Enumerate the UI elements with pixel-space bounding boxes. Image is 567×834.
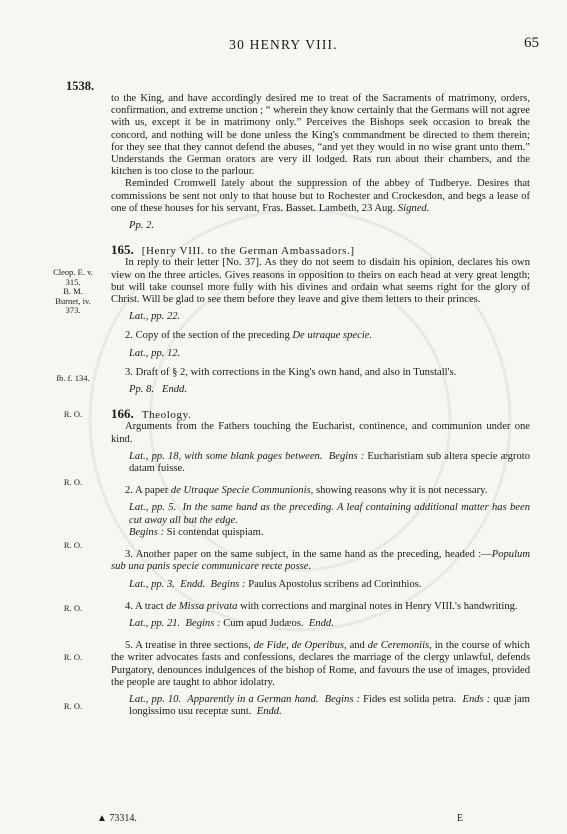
entry-165-note — [111, 311, 530, 323]
signed-note: Signed. — [397, 202, 430, 214]
note-text: Lat., pp. 3. — [129, 578, 175, 590]
main-text-column — [111, 93, 530, 718]
margin-ref-165-2: Ib. f. 134. — [56, 373, 90, 383]
endd-text: Endd. — [161, 384, 187, 396]
entry-166-note-5 — [111, 694, 530, 718]
running-head: 30 HENRY VIII. — [229, 37, 338, 52]
entry-166-begins-2 — [111, 527, 530, 539]
entry-number: 166. — [111, 406, 134, 422]
item-text: with corrections and marginal notes in Henry VIII.'s handwriting. — [240, 600, 518, 612]
entry-title: [Henry VIII. to the German Ambassadors.] — [141, 245, 355, 258]
item-text: 4. A tract — [125, 600, 164, 612]
entry-165-text: In reply to their letter [No. 37]. As they do not seem to disdain his opinion, declares his own view on the three articles. Gives reasons in opposition to theirs on each head at very great length; but will take counsel more fully with his divines and ordain what seems right for the glory of Christ. Will be glad to see them before they leave and give them letters to their princes. — [111, 257, 530, 306]
entry-166-note-4 — [111, 618, 530, 630]
entry-165-item-3: 3. Draft of § 2, with corrections in the King's own hand, and also in Tunstall's. — [125, 366, 457, 378]
entry-165-heading — [111, 244, 530, 257]
margin-ref-166-2: R. O. — [63, 540, 83, 550]
item-text: 3. Another paper on the same subject, in the same hand as the preceding, headed :— — [125, 549, 492, 561]
note-text: Pp. 8. — [129, 384, 155, 396]
item-italic: Populum sub una panis specie communicare recte posse. — [111, 549, 530, 573]
endd-text: Endd. — [256, 706, 282, 718]
margin-ref-166-3: R. O. — [63, 603, 83, 613]
incipit: Fides est solida petra. — [363, 693, 457, 705]
incipit: Paulus Apostolus scribens ad Corinthios. — [248, 578, 422, 590]
note-text: Lat., pp. 5. — [129, 502, 177, 514]
note-text: Lat., pp. 10. — [129, 693, 182, 705]
begins-label: Begins : — [328, 450, 365, 462]
explicit: quæ jam longissimo usu receptæ sunt. — [129, 693, 531, 718]
entry-165-item-2-note — [111, 348, 530, 360]
begins-label: Begins : — [185, 617, 221, 629]
item-text: and — [349, 640, 365, 652]
note-text: In the same hand as the preceding. A leaf containing additional matter has been cut away all but the edge. — [129, 502, 530, 526]
note-text: Lat., pp. 12. — [129, 347, 181, 359]
note-text: Apparently in a German hand. — [187, 693, 319, 705]
paragraph-text: Reminded Cromwell lately about the suppression of the abbey of Tudberye. Desires that commissions be sent not only to that house but to Rochester and Crockesdon, and begs a lease of one of these houses for his servant, Fras. Basset. Lambeth, 23 Aug. — [111, 178, 530, 214]
item-text: in the course of which the writer advocates fasts and confessions, declares the marriage of the clergy unlawful, defends Purgatory, denounces indulgences of the bishop of Rome, and favours the use of images, provided the people are taught to abhor idolatry. — [111, 640, 530, 688]
item-italic: de Ceremoniis, — [367, 640, 432, 652]
incipit: Si contendat quispiam. — [166, 526, 264, 538]
note-text: Lat., pp. 21. — [129, 617, 181, 629]
continuation-paragraph: to the King, and have accordingly desired me to treat of the Sacraments of matrimony, orders, confirmation, and extreme unction ; “ wherein they know certainly that the Germans will not agree with us, except it be in matrimony only.” Perceives the Bishops seek occasion to break the concord, and nothing will be done unless the King's commandment be directed to them therein; for they see that they cannot defend the abuses, “and yet they would in no wise grant unto them.” Understands the German orators are very ill lodged. Rats run about their chambers, and the kitchen is too close to the parlour. — [111, 93, 530, 178]
margin-ref-line: Burnet, iv. — [55, 295, 91, 306]
endd-text: Endd. — [180, 578, 206, 590]
item-text: showing reasons why it is not necessary. — [315, 485, 488, 497]
item-italic: de Missa privata — [166, 600, 238, 612]
entry-166-note-3 — [111, 579, 530, 591]
endd-text: Endd. — [308, 617, 334, 629]
entry-number: 165. — [111, 242, 134, 258]
margin-ref-line: Cleop. E. v. — [53, 267, 93, 277]
item-italic: de Utraque Specie Communionis, — [170, 485, 314, 497]
item-text: 2. A paper — [125, 485, 169, 497]
entry-166-text-5 — [111, 640, 530, 689]
margin-ref-165-3: R. O. — [63, 409, 83, 419]
margin-ref-166-1: R. O. — [63, 477, 83, 487]
margin-ref-line: 373. — [65, 305, 81, 316]
begins-label: Begins : — [129, 526, 165, 538]
entry-166-text-4 — [111, 601, 530, 613]
begins-label: Begins : — [324, 693, 361, 705]
item-italic: de Fide, de Operibus, — [253, 640, 347, 652]
entry-166-text-1: Arguments from the Fathers touching the Eucharist, continence, and communion under one kind. — [111, 421, 530, 445]
margin-ref-line: B. M. — [63, 286, 83, 297]
margin-year: 1538. — [66, 79, 95, 93]
margin-ref-166-5: R. O. — [63, 701, 83, 711]
entry-166-note-1 — [111, 451, 530, 475]
incipit: Eucharistiam sub altera specie ægroto datam fuisse. — [129, 450, 530, 475]
note-text: Lat., pp. 22. — [129, 311, 181, 323]
ends-label: Ends : — [462, 693, 491, 705]
pages-note-text: Pp. 2. — [129, 220, 155, 232]
entry-166-text-2 — [111, 485, 530, 497]
item-text: 2. Copy of the section of the preceding — [125, 330, 290, 342]
item-text: 5. A treatise in three sections, — [125, 640, 251, 652]
entry-166-text-3 — [111, 549, 530, 573]
entry-166-note-2 — [111, 502, 530, 526]
pages-note — [111, 220, 530, 232]
entry-165-item-2 — [111, 330, 530, 342]
page-number: 65 — [524, 35, 539, 51]
note-text: Lat., pp. 18, with some blank pages between. — [129, 450, 323, 462]
entry-166-heading — [111, 408, 530, 421]
incipit: Cum apud Judæos. — [223, 617, 304, 629]
begins-label: Begins : — [210, 578, 246, 590]
entry-165-item-3-note — [111, 384, 530, 396]
margin-ref-line: 315. — [65, 276, 81, 287]
printer-signature: ▲ 73314. — [97, 813, 137, 824]
continuation-paragraph-2 — [111, 178, 530, 215]
margin-ref-165 — [42, 268, 104, 316]
entry-title: Theology. — [141, 409, 192, 422]
item-italic: De utraque specie. — [292, 330, 373, 342]
gathering-mark: E — [457, 813, 464, 824]
margin-ref-166-4: R. O. — [63, 652, 83, 662]
